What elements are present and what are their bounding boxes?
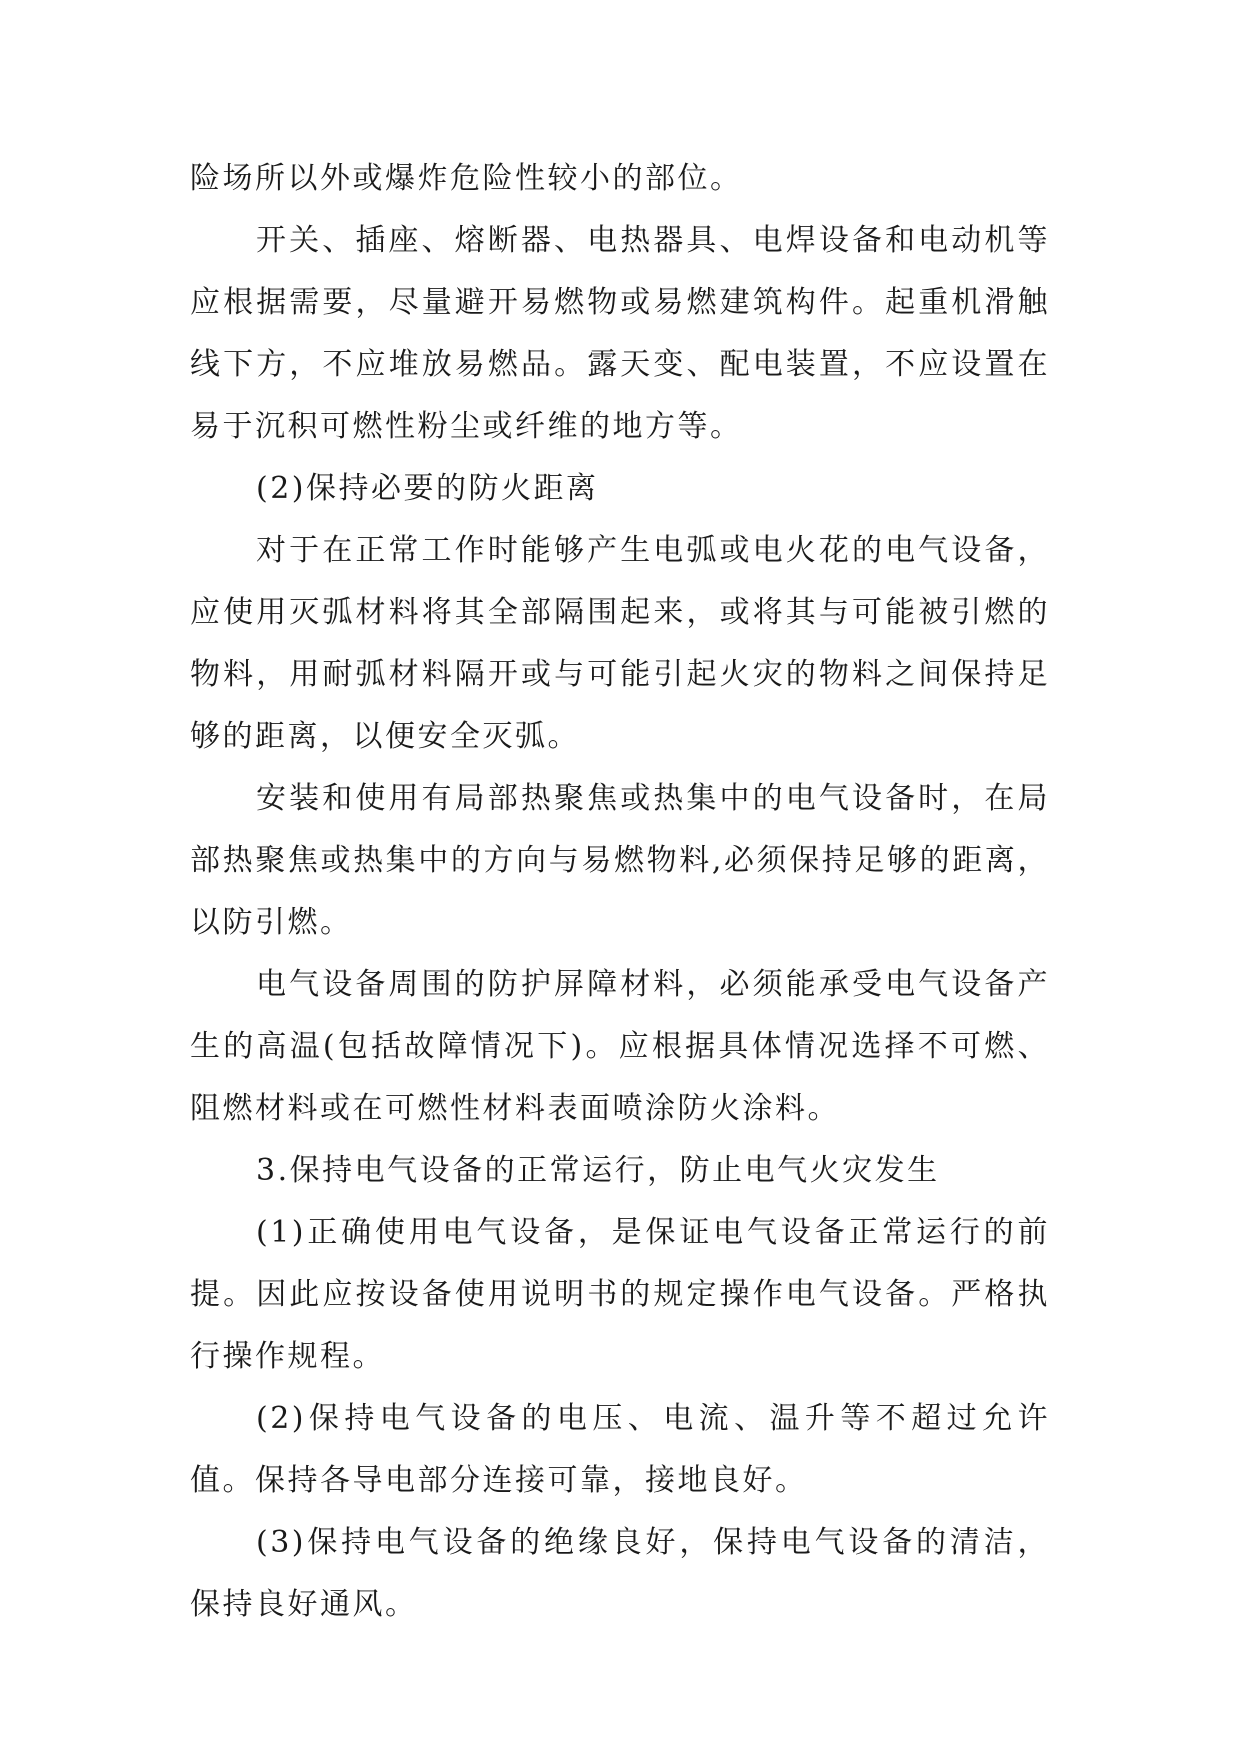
paragraph-equipment-placement: 开关、插座、熔断器、电热器具、电焊设备和电动机等应根据需要，尽量避开易燃物或易燃建筑构件。起重机滑触线下方，不应堆放易燃品。露天变、配电装置，不应设置在易于沉积可燃性粉尘或纤维的地方等。 bbox=[190, 223, 1050, 444]
heading-fire-distance: (2)保持必要的防火距离 bbox=[256, 471, 599, 506]
paragraph-within-limits: (2)保持电气设备的电压、电流、温升等不超过允许值。保持各导电部分连接可靠，接地良好。 bbox=[190, 1401, 1050, 1498]
paragraph-continuation: 险场所以外或爆炸危险性较小的部位。 bbox=[190, 161, 743, 196]
paragraph-heat-focus: 安装和使用有局部热聚焦或热集中的电气设备时，在局部热聚焦或热集中的方向与易燃物料,必须保持足够的距离，以防引燃。 bbox=[190, 781, 1050, 940]
paragraph-arc-isolation: 对于在正常工作时能够产生电弧或电火花的电气设备，应使用灭弧材料将其全部隔围起来，或将其与可能被引燃的物料，用耐弧材料隔开或与可能引起火灾的物料之间保持足够的距离，以便安全灭弧。 bbox=[190, 533, 1050, 754]
paragraph-barrier-materials: 电气设备周围的防护屏障材料，必须能承受电气设备产生的高温(包括故障情况下)。应根据具体情况选择不可燃、阻燃材料或在可燃性材料表面喷涂防火涂料。 bbox=[190, 967, 1050, 1126]
document-body bbox=[190, 148, 1050, 1636]
heading-normal-operation: 3.保持电气设备的正常运行，防止电气火灾发生 bbox=[256, 1153, 940, 1188]
paragraph-insulation: (3)保持电气设备的绝缘良好，保持电气设备的清洁，保持良好通风。 bbox=[190, 1525, 1050, 1622]
paragraph-correct-use: (1)正确使用电气设备，是保证电气设备正常运行的前提。因此应按设备使用说明书的规定操作电气设备。严格执行操作规程。 bbox=[190, 1215, 1050, 1374]
